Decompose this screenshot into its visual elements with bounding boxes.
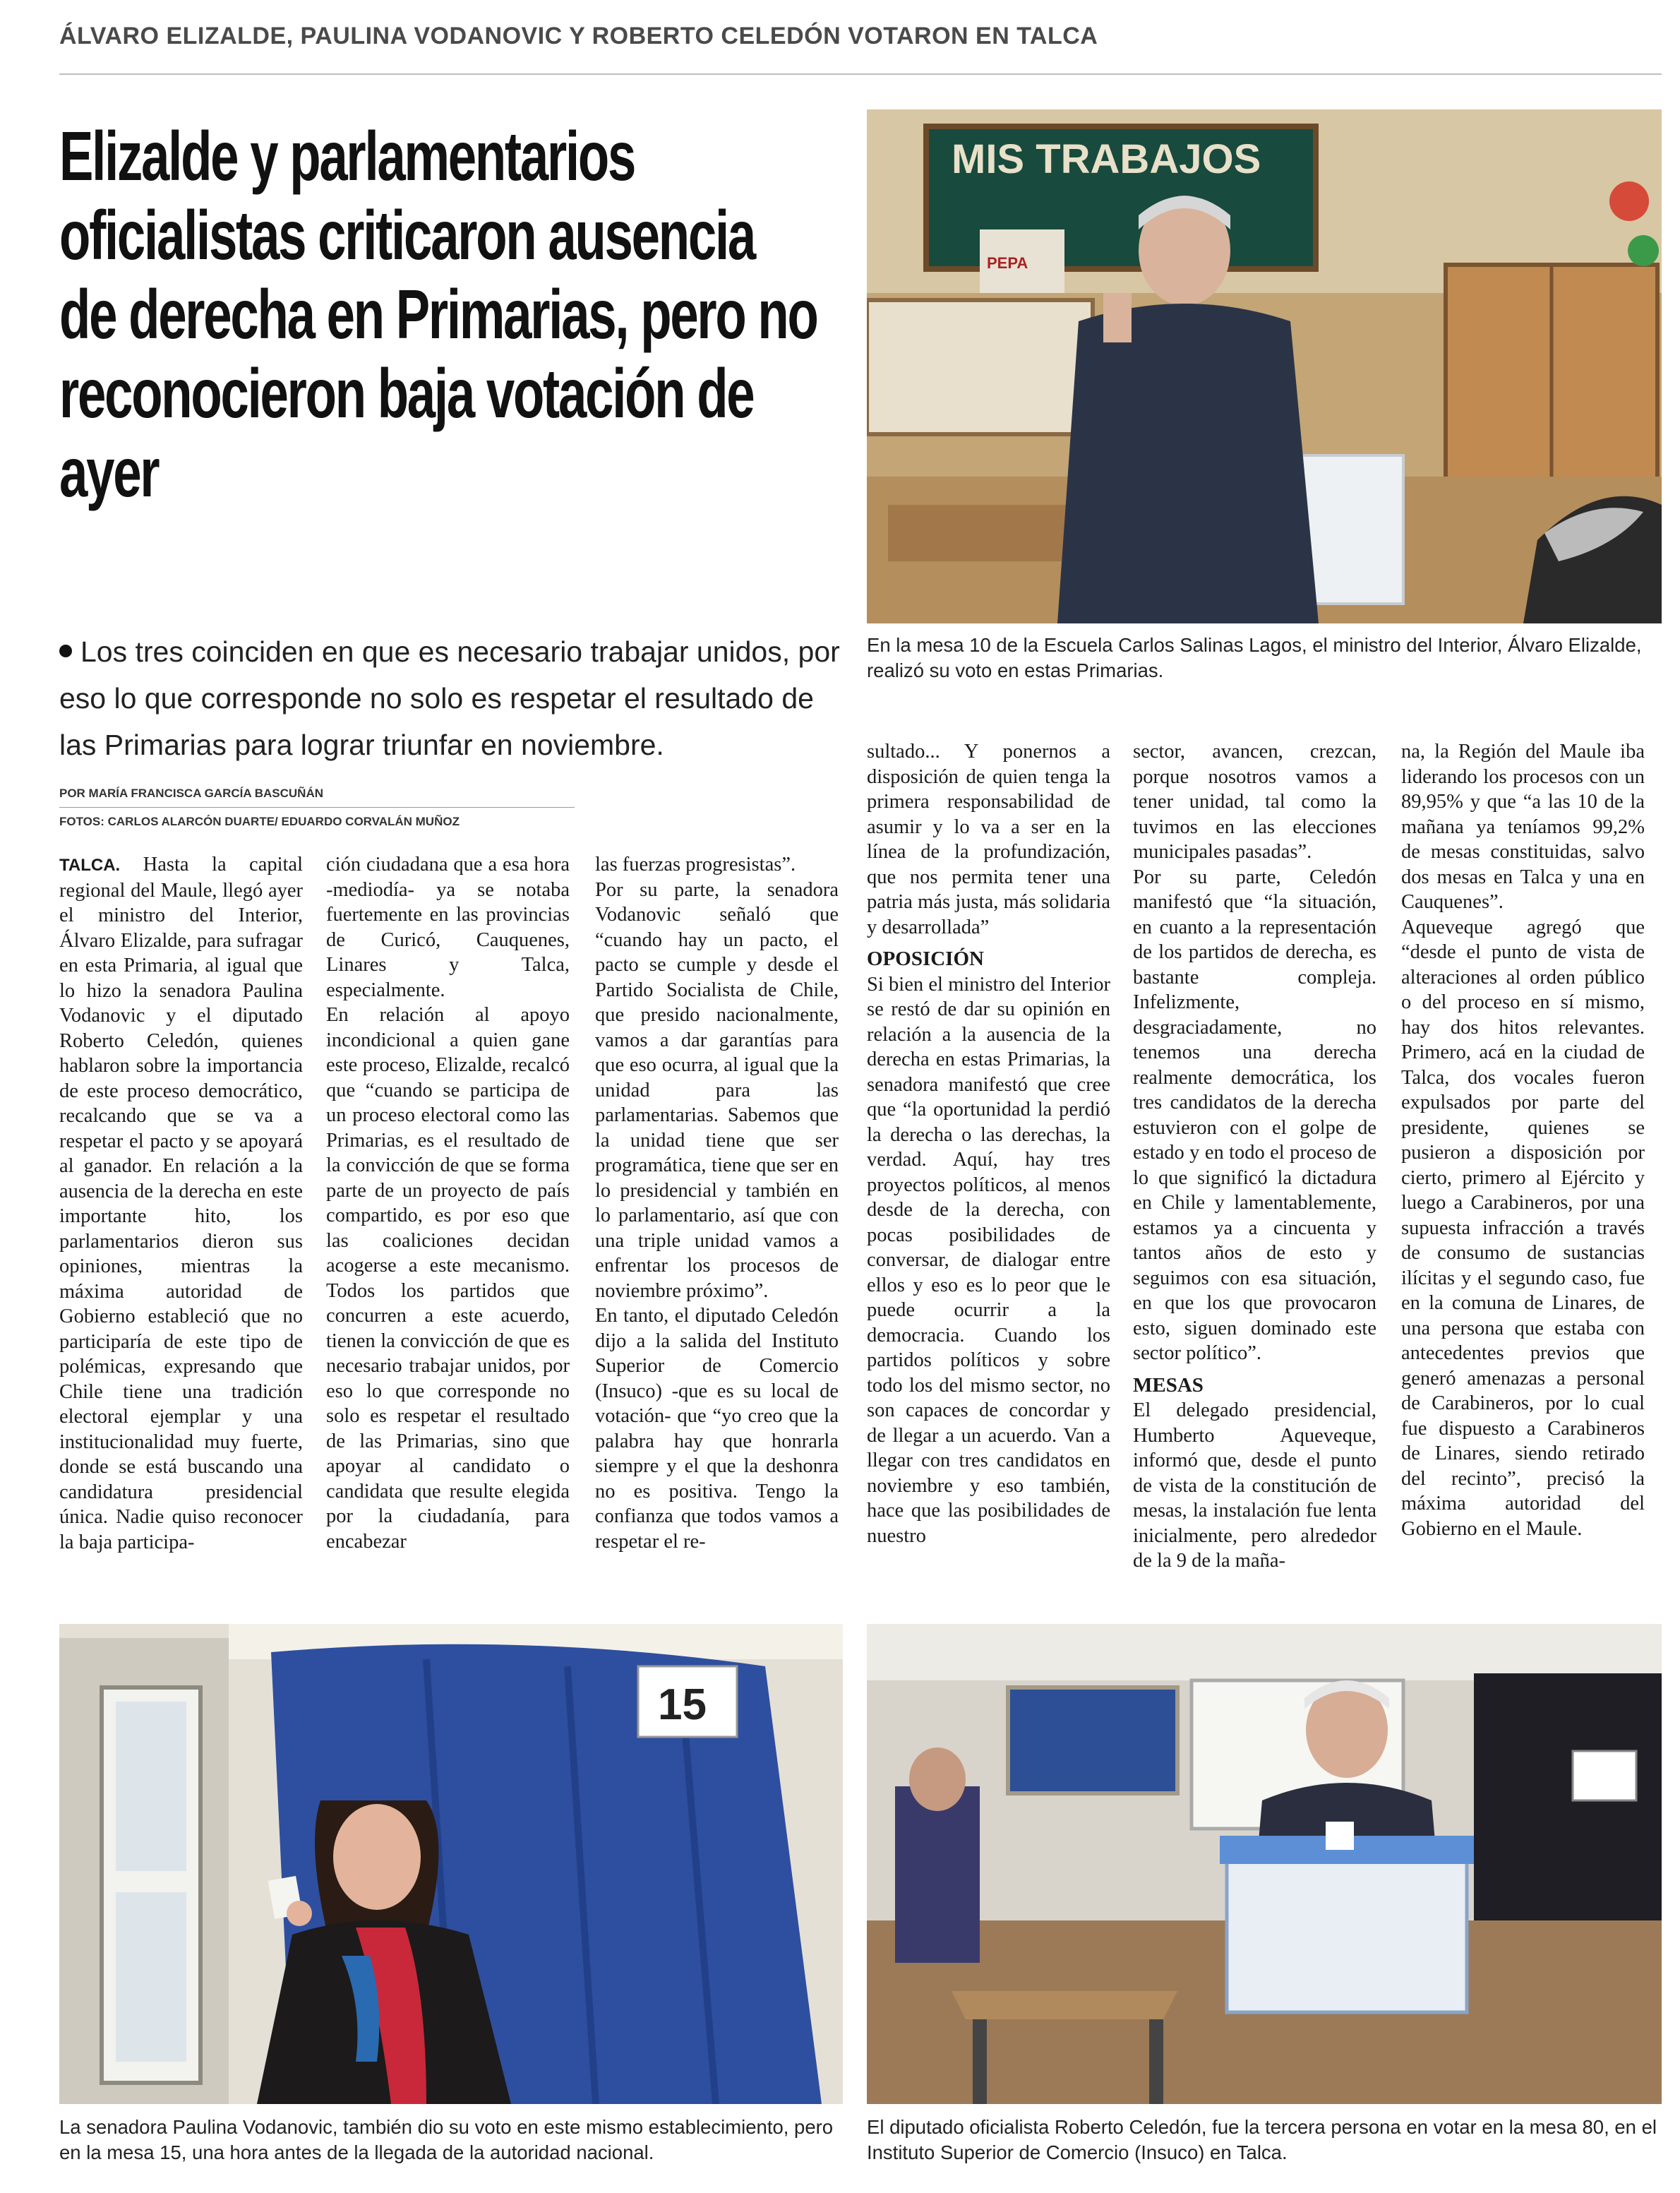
col2-paragraph-1: ción ciudadana que a esa hora -mediodía- ya se notaba fuertemente en las provincias de Curicó, Cauquenes, Linares y Talca, especialmente.	[326, 854, 570, 1001]
headline	[59, 116, 853, 512]
headline-line-3: de derecha en Primarias, pero no	[59, 275, 817, 353]
col3-paragraph-1: las fuerzas progresistas”.	[595, 854, 796, 876]
col4-paragraph-1: sultado... Y ponernos a disposición de quien tenga la primera responsabilidad de asumir y lo va a ser en la línea de la profundización, que nos permita tener una patria más justa, más solidaria y desarrollada”	[867, 741, 1110, 938]
body-column-5	[1133, 739, 1376, 1574]
caption-top-photo: En la mesa 10 de la Escuela Carlos Salinas Lagos, el ministro del Interior, Álvaro Elizalde, realizó su voto en estas Primarias.	[867, 634, 1642, 681]
col3-paragraph-3: En tanto, el diputado Celedón dijo a la salida del Instituto Superior de Comercio (Insuco) -que es su local de votación- que “yo creo que la palabra hay que honrarla siempre y el que la deshonra no es positiva. Tengo la confianza que todos vamos a respetar el re-	[595, 1305, 839, 1553]
byline: POR MARÍA FRANCISCA GARCÍA BASCUÑÁN	[59, 787, 323, 800]
col3-paragraph-2: Por su parte, la senadora Vodanovic señaló que “cuando hay un pacto, el pacto se cumple y desde el Partido Socialista de Chile, que presido nacionalmente, vamos a dar garantías para que eso ocurra, al igual que la unidad para las parlamentarias. Sabemos que la unidad tiene que ser programática, tiene que ser en lo presidencial y también en lo parlamentario, así que con una triple unidad vamos a enfrentar los procesos de noviembre próximo”.	[595, 878, 839, 1302]
caption-bottom-right-photo: El diputado oficialista Roberto Celedón, fue la tercera persona en votar en la mesa 80, en el Instituto Superior de Comercio (Insuco) en Talca.	[867, 2116, 1657, 2163]
body-column-1	[59, 852, 303, 1555]
col6-paragraph-2: Aqueveque agregó que “desde el punto de vista de alteraciones al orden público o del proceso en sí mismo, hay dos hitos relevantes. Primero, acá en la ciudad de Talca, dos vocales fueron expulsados por parte del presidente, quienes se pusieron a disposición por cierto, primero al Ejército y luego a Carabineros, por una supuesta infracción a través de consumo de sustancias ilícitas y el segundo caso, fue en la comuna de Linares, de una persona que estaba con antecedentes previos que generó amenazas a personal de Carabineros, por lo cual fue dispuesto a Carabineros de Linares, siendo retirado del recinto”, precisó la máxima autoridad del Gobierno en el Maule.	[1401, 916, 1645, 1540]
headline-line-1: Elizalde y parlamentarios	[59, 117, 635, 195]
photo-vodanovic	[59, 1624, 843, 2104]
board-text: MIS TRABAJOS	[952, 136, 1261, 182]
col4-paragraph-2: Si bien el ministro del Interior se restó de dar su opinión en relación a la ausencia de la derecha en estas Primarias, la senadora manifestó que cree que “la oportunidad la perdió la derecha o las derechas, la verdad. Aquí, hay tres proyectos políticos, al menos desde de la derecha, con pocas posibilidades de conversar, de dialogar entre ellos y eso es lo peor que le puede ocurrir a la democracia. Cuando los partidos políticos y sobre todo los del mismo sector, no son capaces de concordar y de llegar a un acuerdo. Van a llegar con tres candidatos en noviembre y eso también, hace que las posibilidades de nuestro	[867, 973, 1110, 1547]
headline-line-2: oficialistas criticaron ausencia	[59, 196, 755, 274]
subheadline-text: Los tres coinciden en que es necesario trabajar unidos, por eso lo que corresponde no solo es respetar el resultado de las Primarias para lograr triunfar en noviembre.	[59, 635, 840, 761]
bullet-icon	[59, 645, 72, 657]
col2-paragraph-2: En relación al apoyo incondicional a quien gane este proceso, Elizalde, recalcó que “cuando se participa de un proceso electoral como las Primarias, es el resultado de la convicción de que se forma parte de un proyecto de país compartido, es por eso que las coaliciones decidan acogerse a este mecanismo. Todos los partidos que concurren a este acuerdo, tienen la convicción de que es necesario trabajar unidos, por eso lo que corresponde no solo es respetar el resultado de las Primarias, sino que apoyar al candidato o candidata que resulte elegida por la ciudadanía, para encabezar	[326, 1004, 570, 1553]
kicker: ÁLVARO ELIZALDE, PAULINA VODANOVIC Y ROBERTO CELEDÓN VOTARON EN TALCA	[59, 23, 1098, 49]
dateline: TALCA.	[59, 856, 121, 875]
section-heading-mesas: MESAS	[1133, 1373, 1204, 1397]
body-column-3	[595, 852, 839, 1554]
body-column-4	[867, 739, 1110, 1548]
photo-celedon	[867, 1624, 1662, 2104]
kicker-rule	[59, 73, 1662, 75]
table-number-text: 15	[658, 1680, 707, 1729]
col6-paragraph-1: na, la Región del Maule iba liderando los procesos con un 89,95% y que “a las 10 de la mañana ya teníamos 99,2% de mesas constituidas, salvo dos mesas en Talca y una en Cauquenes”.	[1401, 741, 1645, 913]
col5-paragraph-1: sector, avancen, crezcan, porque nosotros vamos a tener unidad, tal como la tuvimos en las elecciones municipales pasadas”.	[1133, 741, 1376, 863]
col1-text: Hasta la capital regional del Maule, llegó ayer el ministro del Interior, Álvaro Elizalde, para sufragar en esta Primaria, al igual que lo hizo la senadora Paulina Vodanovic y el diputado Roberto Celedón, quienes hablaron sobre la importancia de este proceso democrático, recalcando que se va a respetar el pacto y se apoyará al ganador. En relación a la ausencia de la derecha en este importante hito, los parlamentarios dieron sus opiniones, mientras la máxima autoridad de Gobierno estableció que no participaría de este tipo de polémicas, expresando que Chile tiene una tradición electoral ejemplar y una institucionalidad muy fuerte, donde se está buscando una candidatura presidencial única. Nadie quiso reconocer la baja participa-	[59, 854, 304, 1553]
section-heading-oposicion: OPOSICIÓN	[867, 948, 984, 970]
box-text: PEPA	[987, 254, 1028, 272]
body-column-2	[326, 852, 570, 1554]
byline-rule	[59, 807, 575, 808]
col5-paragraph-3: El delegado presidencial, Humberto Aqueveque, informó que, desde el punto de vista de la constitución de mesas, la instalación fue lenta inicialmente, pero alrededor de la 9 de la maña-	[1133, 1399, 1376, 1572]
photo-elizalde	[867, 109, 1662, 623]
caption-bottom-left-photo: La senadora Paulina Vodanovic, también dio su voto en este mismo establecimiento, pero en la mesa 15, una hora antes de la llegada de la autoridad nacional.	[59, 2116, 834, 2163]
subheadline	[59, 628, 853, 768]
headline-line-4: reconocieron baja votación de ayer	[59, 354, 754, 511]
col5-paragraph-2: Por su parte, Celedón manifestó que “la situación, en cuanto a la representación de los partidos de derecha, es bastante compleja. Infelizmente, desgraciadamente, no tenemos una derecha realmente democrática, los tres candidatos de la derecha estuvieron con el golpe de estado y en todo el proceso de lo que significó la dictadura en Chile y lamentablemente, estamos ya a cincuenta y tantos años de esto y seguimos con esa situación, en que los que provocaron esto, siguen dominado este sector político”.	[1133, 866, 1376, 1364]
photo-credit: FOTOS: CARLOS ALARCÓN DUARTE/ EDUARDO CORVALÁN MUÑOZ	[59, 815, 460, 828]
body-column-6	[1401, 739, 1645, 1541]
